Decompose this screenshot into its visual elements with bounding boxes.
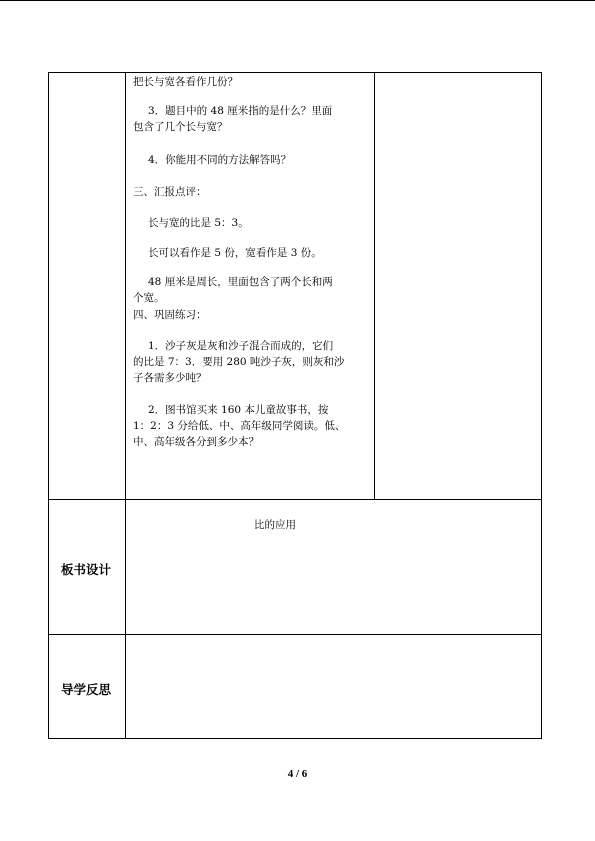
column-divider-right xyxy=(374,73,375,499)
reflection-label: 导学反思 xyxy=(61,682,112,697)
content-line: 3．题目中的 48 厘米指的是什么？里面 xyxy=(148,105,333,117)
content-line: 的比是 7：3．要用 280 吨沙子灰，则灰和沙 xyxy=(133,356,345,368)
lesson-table xyxy=(48,72,542,739)
content-line: 1：2：3 分给低、中、高年级同学阅读。低、 xyxy=(133,420,346,432)
content-line: 包含了几个长与宽？ xyxy=(133,121,228,133)
content-line: 4．你能用不同的方法解答吗？ xyxy=(148,154,292,166)
content-line: 长可以看作是 5 份，宽看作是 3 份。 xyxy=(148,247,322,259)
section-heading: 四、巩固练习： xyxy=(133,309,207,321)
content-line: 个宽。 xyxy=(133,292,165,304)
section-heading: 三、汇报点评： xyxy=(133,186,207,198)
column-divider-left xyxy=(125,73,126,738)
content-line: 子各需多少吨？ xyxy=(133,372,207,384)
board-design-label: 板书设计 xyxy=(61,562,112,577)
row-divider-reflection xyxy=(49,634,541,635)
content-line: 长与宽的比是 5：3。 xyxy=(148,217,249,229)
content-line: 中、高年级各分到多少本？ xyxy=(133,436,259,448)
board-design-content: 比的应用 xyxy=(254,519,296,531)
content-line: 把长与宽各看作几份？ xyxy=(133,76,238,88)
content-line: 2．图书馆买来 160 本儿童故事书，按 xyxy=(148,404,329,416)
page-number: 4 / 6 xyxy=(287,768,308,780)
content-line: 1．沙子灰是灰和沙子混合而成的，它们 xyxy=(148,340,334,352)
row-divider-board xyxy=(49,499,541,500)
content-line: 48 厘米是周长，里面包含了两个长和两 xyxy=(148,276,333,288)
header-rule xyxy=(0,0,595,1)
